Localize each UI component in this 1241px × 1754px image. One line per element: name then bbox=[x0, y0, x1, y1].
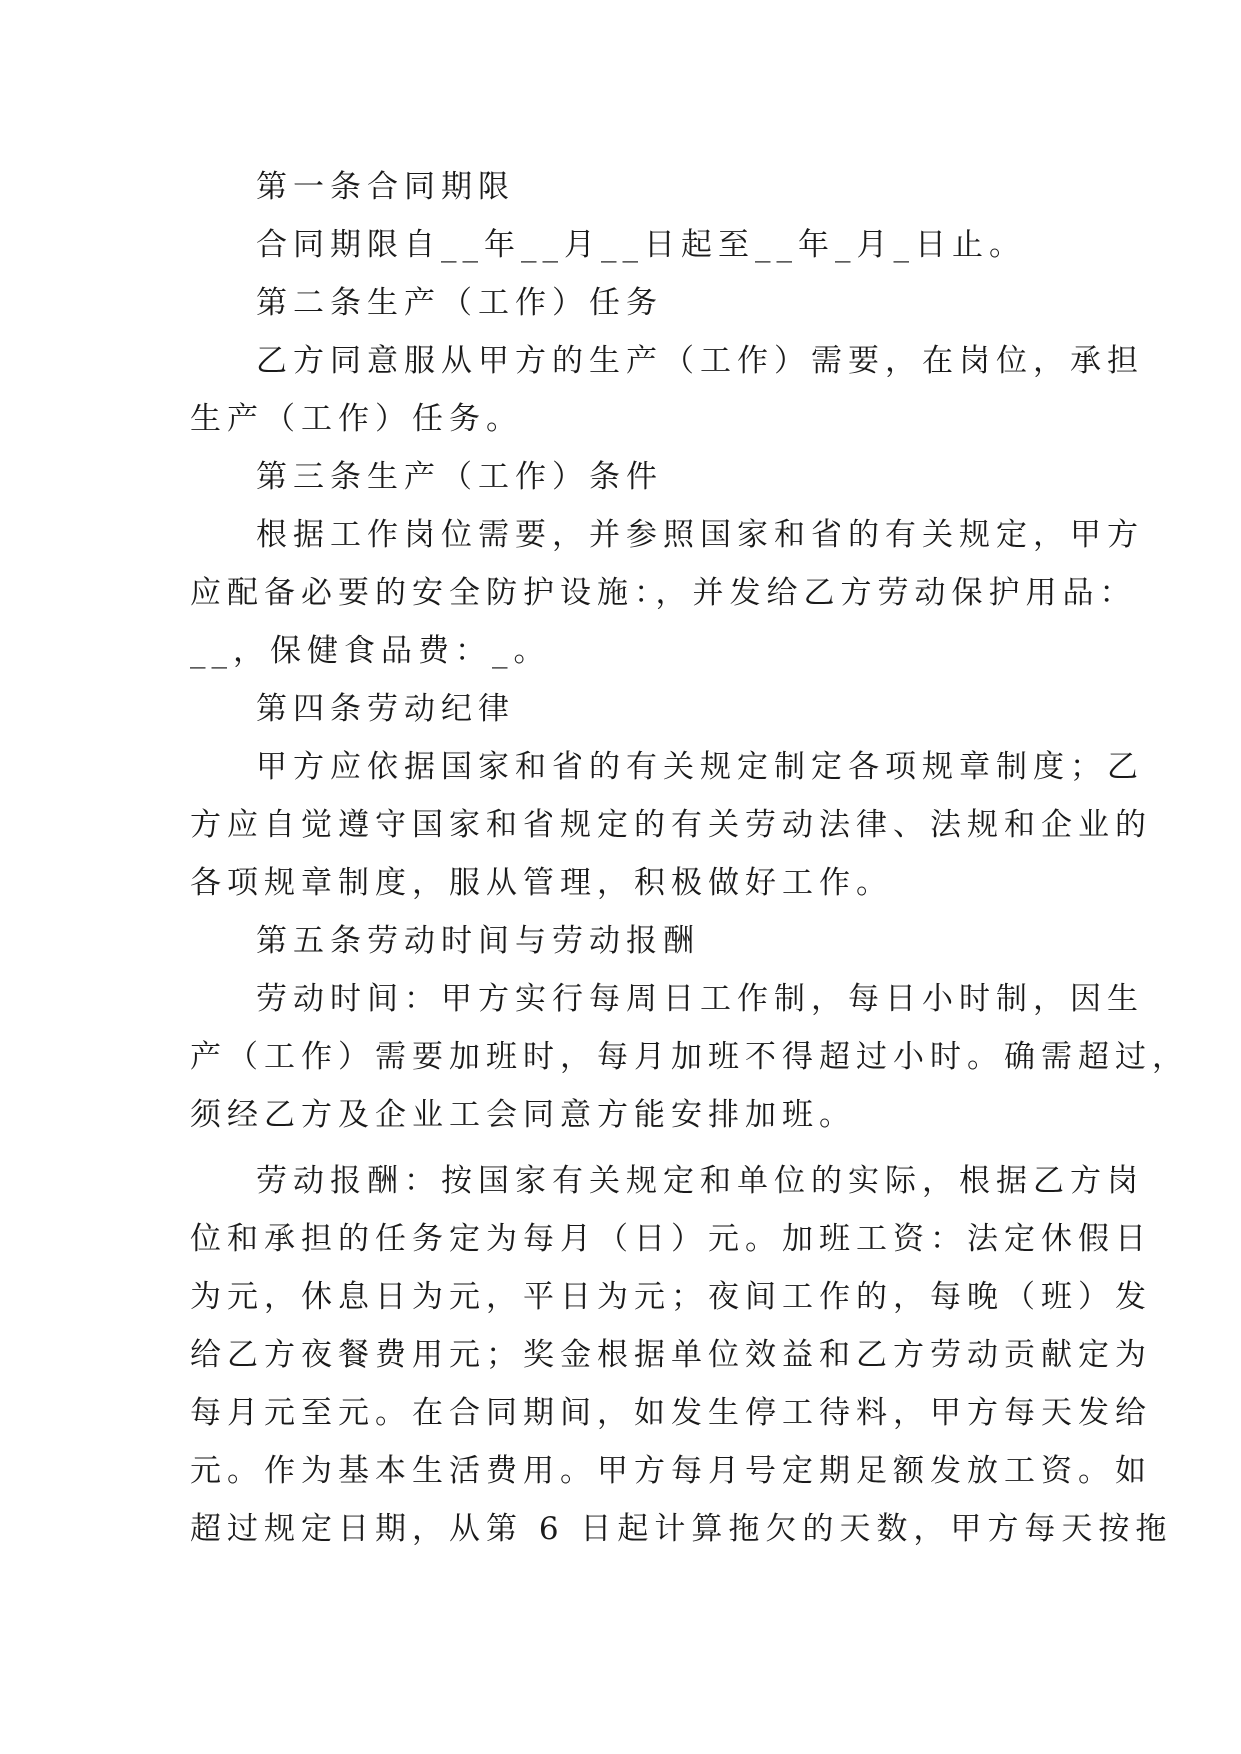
paragraph-line: 乙方同意服从甲方的生产（工作）需要，在岗位，承担 bbox=[256, 343, 1144, 379]
paragraph-line: 每月元至元。在合同期间，如发生停工待料，甲方每天发给 bbox=[190, 1395, 1152, 1431]
paragraph-line: 超过规定日期，从第 6 日起计算拖欠的天数，甲方每天按拖 bbox=[190, 1511, 1173, 1547]
article-5-heading: 第五条劳动时间与劳动报酬 bbox=[256, 923, 700, 959]
paragraph-line: 甲方应依据国家和省的有关规定制定各项规章制度；乙 bbox=[256, 749, 1144, 785]
article-1-heading: 第一条合同期限 bbox=[256, 169, 515, 205]
paragraph-line: 产（工作）需要加班时，每月加班不得超过小时。确需超过， bbox=[190, 1039, 1189, 1075]
article-4-heading: 第四条劳动纪律 bbox=[256, 691, 515, 727]
paragraph-line: 各项规章制度，服从管理，积极做好工作。 bbox=[190, 865, 893, 901]
paragraph-line: 合同期限自__年__月__日起至__年_月_日止。 bbox=[256, 227, 1026, 263]
paragraph-line: 应配备必要的安全防护设施：，并发给乙方劳动保护用品： bbox=[190, 575, 1137, 611]
paragraph-line: __，保健食品费：_。 bbox=[190, 633, 551, 669]
paragraph-line: 根据工作岗位需要，并参照国家和省的有关规定，甲方 bbox=[256, 517, 1144, 553]
paragraph-line: 为元，休息日为元，平日为元；夜间工作的，每晚（班）发 bbox=[190, 1279, 1152, 1315]
article-3-heading: 第三条生产（工作）条件 bbox=[256, 459, 663, 495]
paragraph-gap bbox=[190, 1144, 1060, 1152]
document-body bbox=[190, 158, 1189, 1558]
paragraph-line: 劳动报酬：按国家有关规定和单位的实际，根据乙方岗 bbox=[256, 1163, 1144, 1199]
paragraph-line: 给乙方夜餐费用元；奖金根据单位效益和乙方劳动贡献定为 bbox=[190, 1337, 1152, 1373]
paragraph-line: 方应自觉遵守国家和省规定的有关劳动法律、法规和企业的 bbox=[190, 807, 1152, 843]
paragraph-line: 生产（工作）任务。 bbox=[190, 401, 523, 437]
paragraph-line: 位和承担的任务定为每月（日）元。加班工资：法定休假日 bbox=[190, 1221, 1152, 1257]
paragraph-line: 元。作为基本生活费用。甲方每月号定期足额发放工资。如 bbox=[190, 1453, 1152, 1489]
paragraph-line: 须经乙方及企业工会同意方能安排加班。 bbox=[190, 1097, 856, 1133]
paragraph-line: 劳动时间：甲方实行每周日工作制，每日小时制，因生 bbox=[256, 981, 1144, 1017]
article-2-heading: 第二条生产（工作）任务 bbox=[256, 285, 663, 321]
